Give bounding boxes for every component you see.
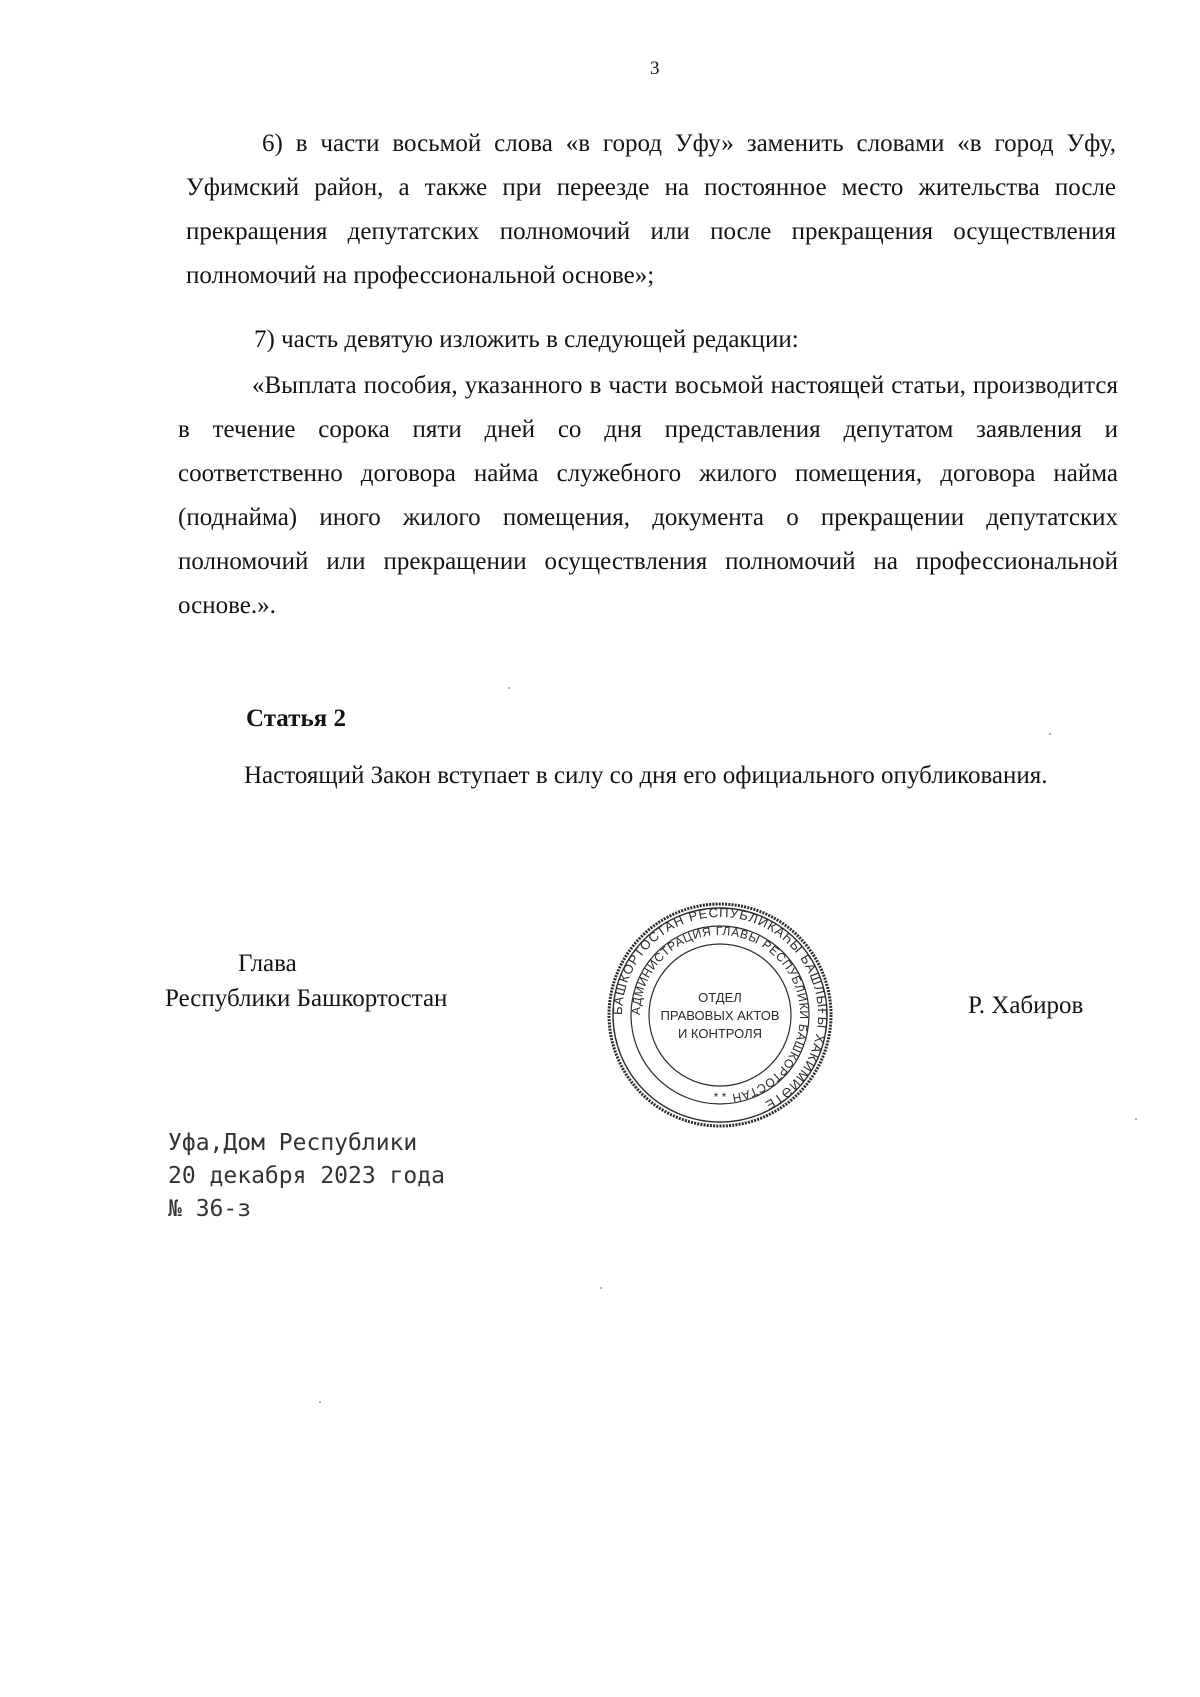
paragraph-item-6: 6) в части восьмой слова «в город Уфу» заменить словами «в город Уфу, Уфимский район, а также при переезде на постоянное место жительства после прекращения депутатских полномочий или после прекращения осуществления полномочий на профессиональной основе»; [186,130,1116,289]
article-2-title: Статья 2 [246,705,346,732]
signing-place: Уфа,Дом Республики [168,1130,418,1156]
stamp-center-line-2: ПРАВОВЫХ АКТОВ [660,1008,780,1023]
scan-speck [1135,1118,1137,1120]
scan-speck [600,1287,602,1289]
article-2-text: Настоящий Закон вступает в силу со дня его официального опубликования. [244,762,1048,789]
stamp-inner-text: АДМИНИСТРАЦИЯ ГЛАВЫ РЕСПУБЛИКИ БАШКОРТОСТАН [628,923,812,1106]
signatory-position-line-2: Республики Башкортостан [165,985,448,1012]
stamp-center-line-1: ОТДЕЛ [698,990,742,1005]
stamp-stars: * * [713,1090,727,1104]
scan-speck [508,687,510,689]
page-number: 3 [650,58,660,79]
signatory-name: Р. Хабиров [968,992,1084,1019]
scan-speck [1049,733,1051,735]
stamp-outer-text: БАШКОРТОСТАН РЕСПУБЛИКАҺЫ БАШЛЫҒЫ ХАКИМИӘТЕ [609,904,831,1114]
signatory-position-line-1: Глава [238,950,297,977]
paragraph-item-7: 7) часть девятую изложить в следующей редакции: [254,326,799,353]
law-number: № 36-з [168,1196,252,1222]
signing-date: 20 декабря 2023 года [168,1163,445,1189]
official-stamp [605,900,835,1130]
stamp-center-line-3: И КОНТРОЛЯ [677,1026,763,1041]
scan-speck [319,1401,321,1403]
paragraph-quoted-text: «Выплата пособия, указанного в части восьмой настоящей статьи, производится в течение сорока пяти дней со дня представления депутатом заявления и соответственно договора найма служебного жилого помещения, договора найма (поднайма) иного жилого помещения, документа о прекращении депутатских полномочий или прекращении осуществления полномочий на профессиональной основе.». [178,372,1118,619]
